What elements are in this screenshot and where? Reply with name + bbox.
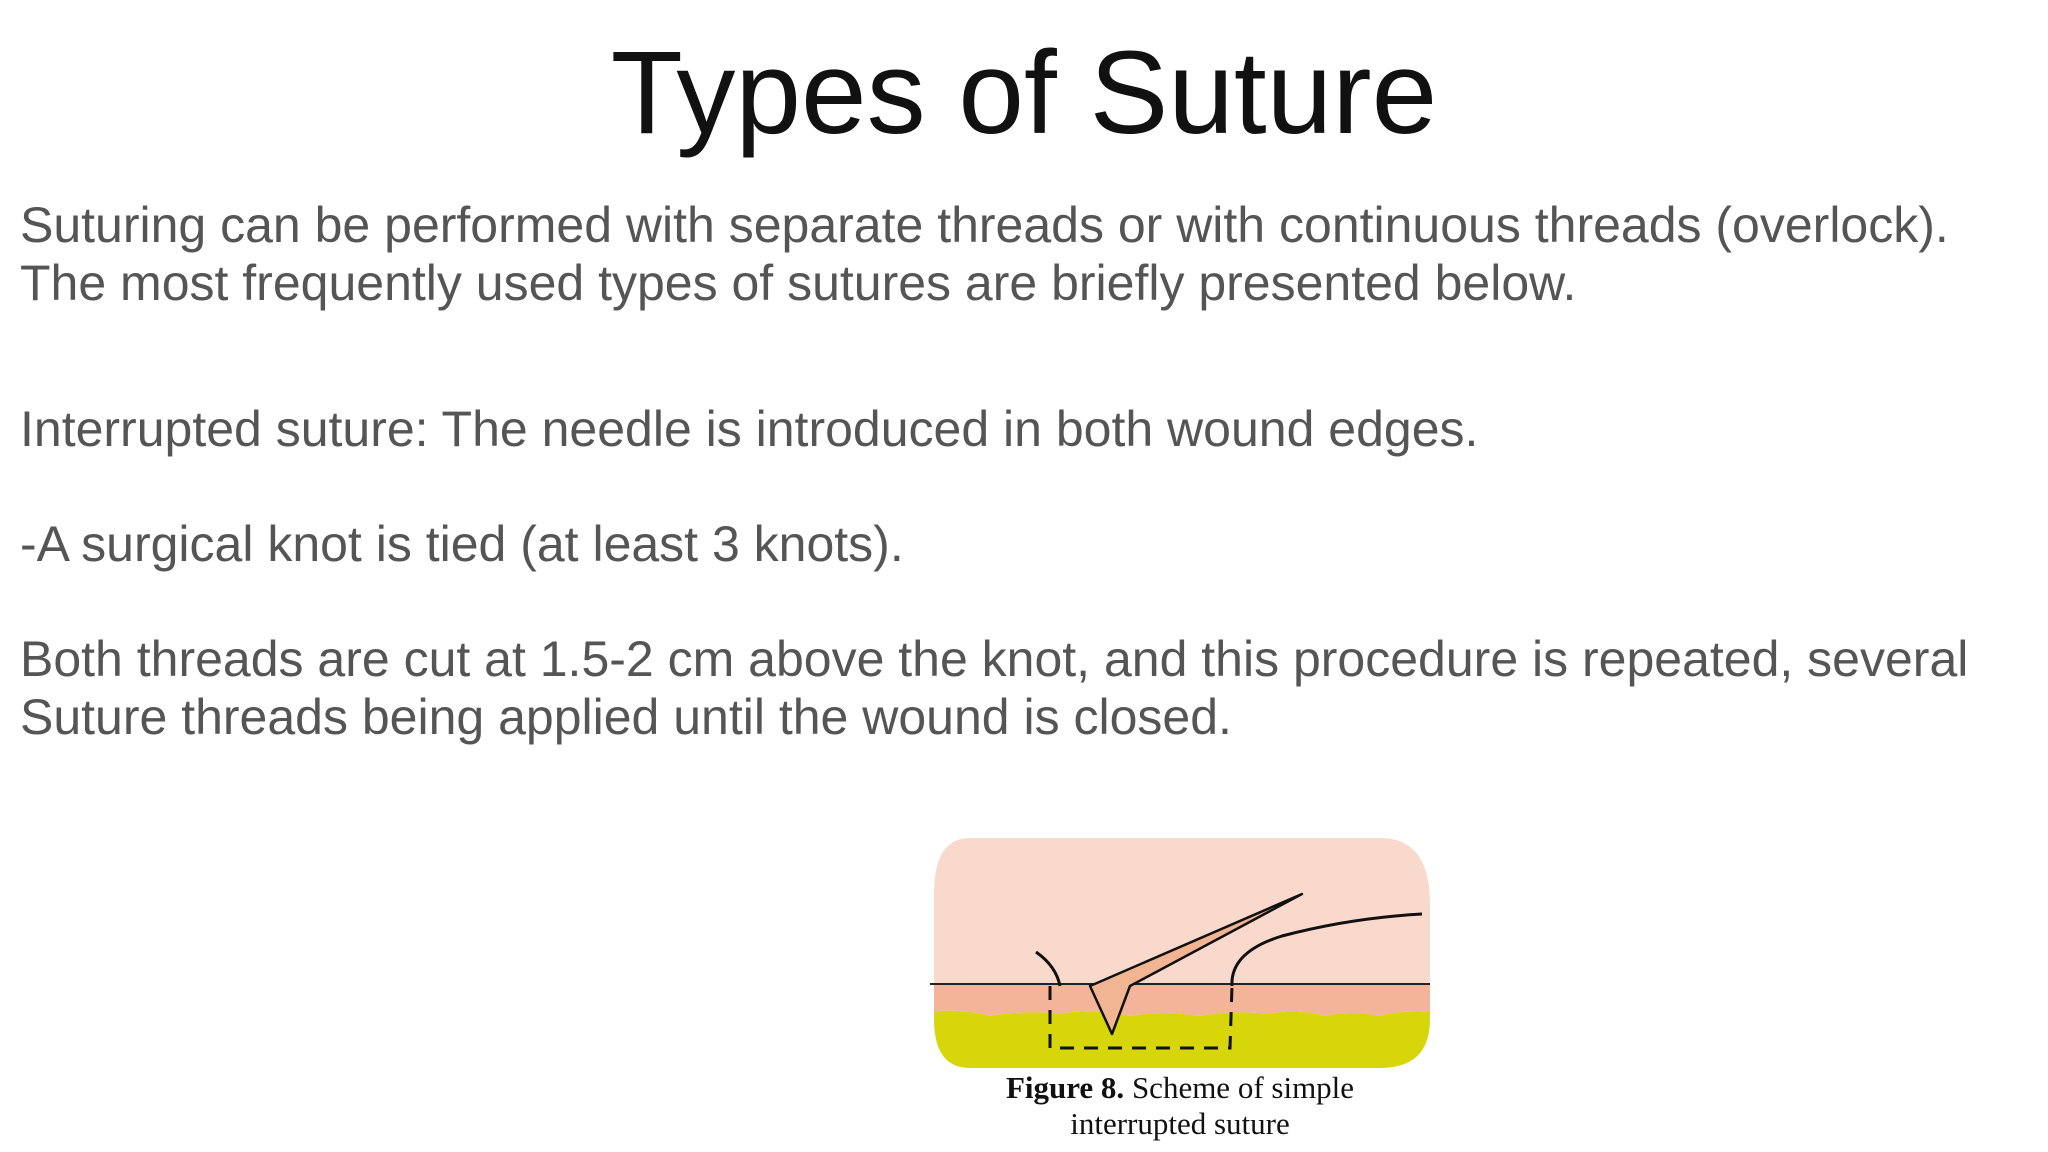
figure-caption-label: Figure 8. [1005, 1070, 1125, 1105]
skin-upper-layer [930, 834, 1430, 984]
interrupted-suture-line: Interrupted suture: The needle is introduced in both wound edges. [20, 401, 1479, 457]
intro-line-2: The most frequently used types of sutures are briefly presented below. [20, 255, 1577, 311]
suture-figure [930, 834, 1430, 1152]
skin-band-layer [930, 984, 1430, 1016]
figure-caption-text-2: interrupted suture [1070, 1106, 1290, 1141]
figure-caption [930, 1070, 1430, 1142]
suture-diagram [930, 834, 1430, 1074]
threads-line-2: Suture threads being applied until the wound is closed. [20, 689, 1232, 745]
figure-caption-text-1: Scheme of simple [1131, 1070, 1355, 1105]
intro-paragraph [20, 196, 2040, 312]
threads-paragraph [20, 630, 2040, 746]
threads-line-1: Both threads are cut at 1.5-2 cm above the knot, and this procedure is repeated, several [20, 631, 1969, 687]
knot-paragraph [20, 515, 2040, 573]
slide-title: Types of Suture [610, 27, 1438, 159]
fat-layer [930, 1011, 1430, 1074]
interrupted-suture-paragraph [20, 400, 2040, 458]
knot-line: -A surgical knot is tied (at least 3 knots). [20, 516, 904, 572]
intro-line-1: Suturing can be performed with separate threads or with continuous threads (overlock). [20, 197, 1949, 253]
